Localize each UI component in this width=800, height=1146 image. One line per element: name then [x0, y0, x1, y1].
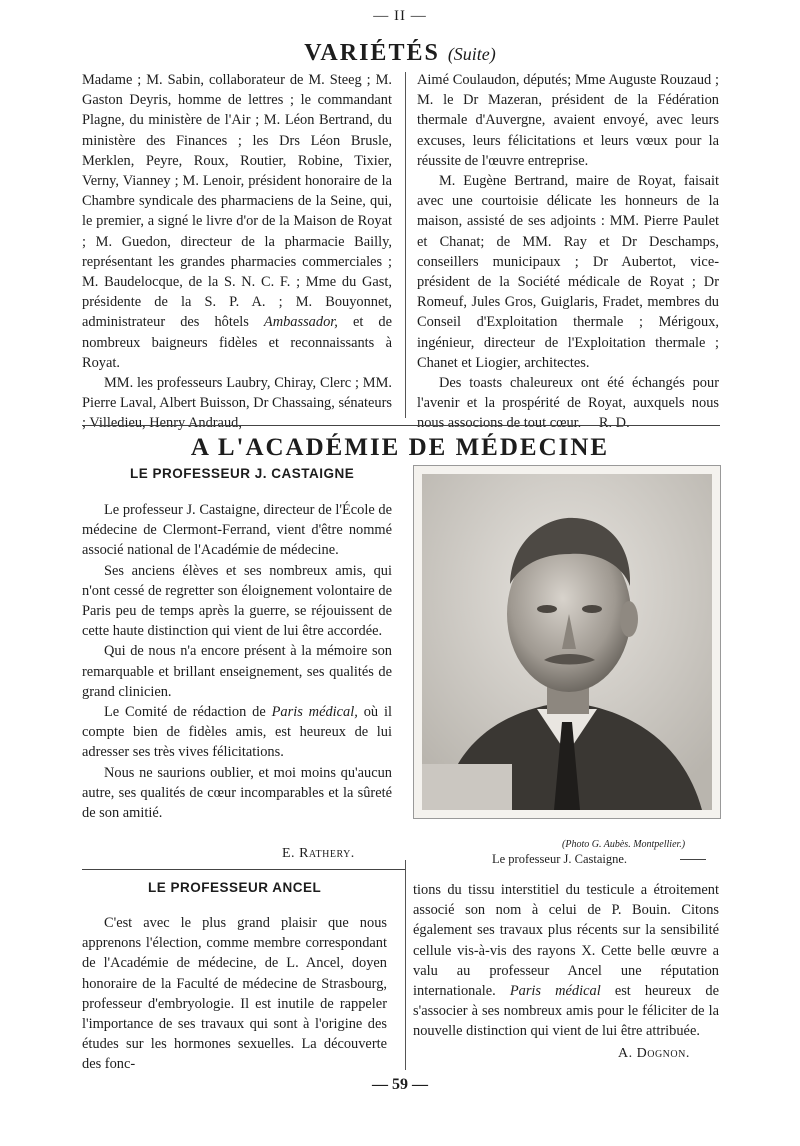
- section-rule-bottom: [82, 869, 405, 870]
- ancel-left-column: [82, 913, 387, 1075]
- ancel-paragraph-right: tions du tissu interstitiel du testicule a étroitement associé son nom à celui de P. Bouin. Citons également ses travaux plus récents sur la sensibilité cellule vis-à-vis des rayons X. Cette belle œuvre a valu au professeur Ancel une réputation internationale. Paris médical est heureux de s'associer à ses nombreux amis pour le féliciter de la nouvelle distinction qui vient de lui être attribuée.: [413, 882, 719, 1040]
- section-title-suite: (Suite): [447, 44, 496, 64]
- castaigne-article: [82, 500, 392, 823]
- section-rule-top: [82, 425, 720, 426]
- varietes-left-column: [82, 70, 392, 434]
- castaigne-portrait-image: [422, 474, 712, 810]
- varietes-left-paragraph-2: MM. les professeurs Laubry, Chiray, Clerc ; MM. Pierre Laval, Albert Buisson, Dr Chassaing, sénateurs ; Villedieu, Henry Andraud,: [82, 375, 392, 432]
- caption-dash: [680, 859, 706, 860]
- varietes-right-paragraph-2: M. Eugène Bertrand, maire de Royat, faisait avec une courtoisie délicate les honneurs de la maison, assisté de ses adjoints : MM. Pierre Paulet et Chanat; de MM. Ray et Dr Deschamps, conseillers municipaux ; Dr Aubertot, vice-président de la Société médicale de Royat ; Dr Romeuf, Jules Gros, Guiglaris, Fradet, membres du Conseil d'Exploitation thermale ; Mérigoux, ingénieur, directeur de l'Exploitation thermale ; Chanet et Liogier, architectes.: [417, 173, 719, 371]
- varietes-left-paragraph-1: Madame ; M. Sabin, collaborateur de M. Steeg ; M. Gaston Deyris, homme de lettres ; le commandant Plagne, du ministère de l'Air ; M. Léon Bertrand, du ministère des Finances ; les Drs Léon Brusle, Merklen, Peyre, Roux, Routier, Robine, Tixier, Verny, Vianney ; M. Lenoir, président honoraire de la Chambre syndicale des pharmaciens de la Seine, qui, le premier, a signé le livre d'or de la Maison de Royat ; M. Guedon, directeur de la pharmacie Bailly, représentant les grandes pharmacies commerciales ; M. Baudelocque, de la S. N. C. F. ; Mme du Gast, présidente de la S. P. A. ; M. Bouyonnet, administrateur des hôtels Ambassador, et de nombreux baigneurs fidèles et reconnaissants à Royat.: [82, 72, 392, 371]
- ancel-paragraph-left: C'est avec le plus grand plaisir que nous apprenons l'élection, comme membre correspondant de l'Académie de médecine, de L. Ancel, doyen honoraire de la Faculté de médecine de Strasbourg, professeur d'embryologie. Il est inutile de rappeler l'importance de ses travaux qui sont à l'origine des études sur les hormones sexuelles. La découverte des fonc-: [82, 915, 387, 1073]
- castaigne-paragraph-1: Le professeur J. Castaigne, directeur de l'École de médecine de Clermont-Ferrand, vient d'être nommé associé national de l'Académie de médecine.: [82, 502, 392, 559]
- ancel-subheading: LE PROFESSEUR ANCEL: [148, 880, 322, 895]
- castaigne-paragraph-4: Le Comité de rédaction de Paris médical, où il compte bien de fidèles amis, est heureux de lui adresser ses très vives félicitations.: [82, 704, 392, 761]
- ancel-column-divider: [405, 860, 406, 1070]
- varietes-right-paragraph-3: Des toasts chaleureux ont été échangés pour l'avenir et la prospérité de Royat, auxquels nous nous associons de tout cœur. R. D.: [417, 375, 719, 432]
- castaigne-photo-frame: [413, 465, 721, 819]
- castaigne-paragraph-3: Qui de nous n'a encore présent à la mémoire son remarquable et brillant enseignement, ses qualités de grand clinicien.: [82, 643, 392, 700]
- photo-caption: Le professeur J. Castaigne.: [492, 852, 628, 866]
- ancel-signature: A. Dognon.: [618, 1046, 690, 1061]
- page-number: — 59 —: [372, 1076, 428, 1093]
- castaigne-paragraph-2: Ses anciens élèves et ses nombreux amis, qui n'ont cessé de regretter son éloignement volontaire de Paris peu de temps après la guerre, se réjouissent de cette haute distinction qui vient de lui être accordée.: [82, 562, 392, 640]
- castaigne-subheading: LE PROFESSEUR J. CASTAIGNE: [130, 466, 355, 481]
- ambassador-italic: Ambassador,: [263, 314, 338, 331]
- photo-credit: (Photo G. Aubès. Montpellier.): [562, 839, 686, 850]
- castaigne-paragraph-5: Nous ne saurions oublier, et moi moins qu'aucun autre, ses qualités de cœur incomparables et la sûreté de son amitié.: [82, 764, 392, 822]
- running-head: — II —: [373, 8, 427, 24]
- academie-heading: A L'ACADÉMIE DE MÉDECINE: [190, 434, 610, 461]
- castaigne-signature: E. Rathery.: [282, 846, 355, 861]
- varietes-signature: R. D.: [598, 415, 630, 432]
- varietes-column-divider: [405, 72, 406, 418]
- section-title: [0, 40, 800, 67]
- varietes-right-paragraph-1: Aimé Coulaudon, députés; Mme Auguste Rouzaud ; M. le Dr Mazeran, président de la Fédération thermale d'Auvergne, avaient envoyé, avec leurs excuses, leurs félicitations et leurs vœux pour la réussite de l'œuvre entreprise.: [417, 72, 719, 169]
- varietes-right-column: [417, 70, 719, 434]
- section-title-text: VARIÉTÉS: [304, 40, 440, 66]
- paris-medical-italic: Paris médical,: [271, 704, 358, 721]
- ancel-right-column: [413, 880, 719, 1042]
- paris-medical-italic-2: Paris médical: [509, 983, 601, 1000]
